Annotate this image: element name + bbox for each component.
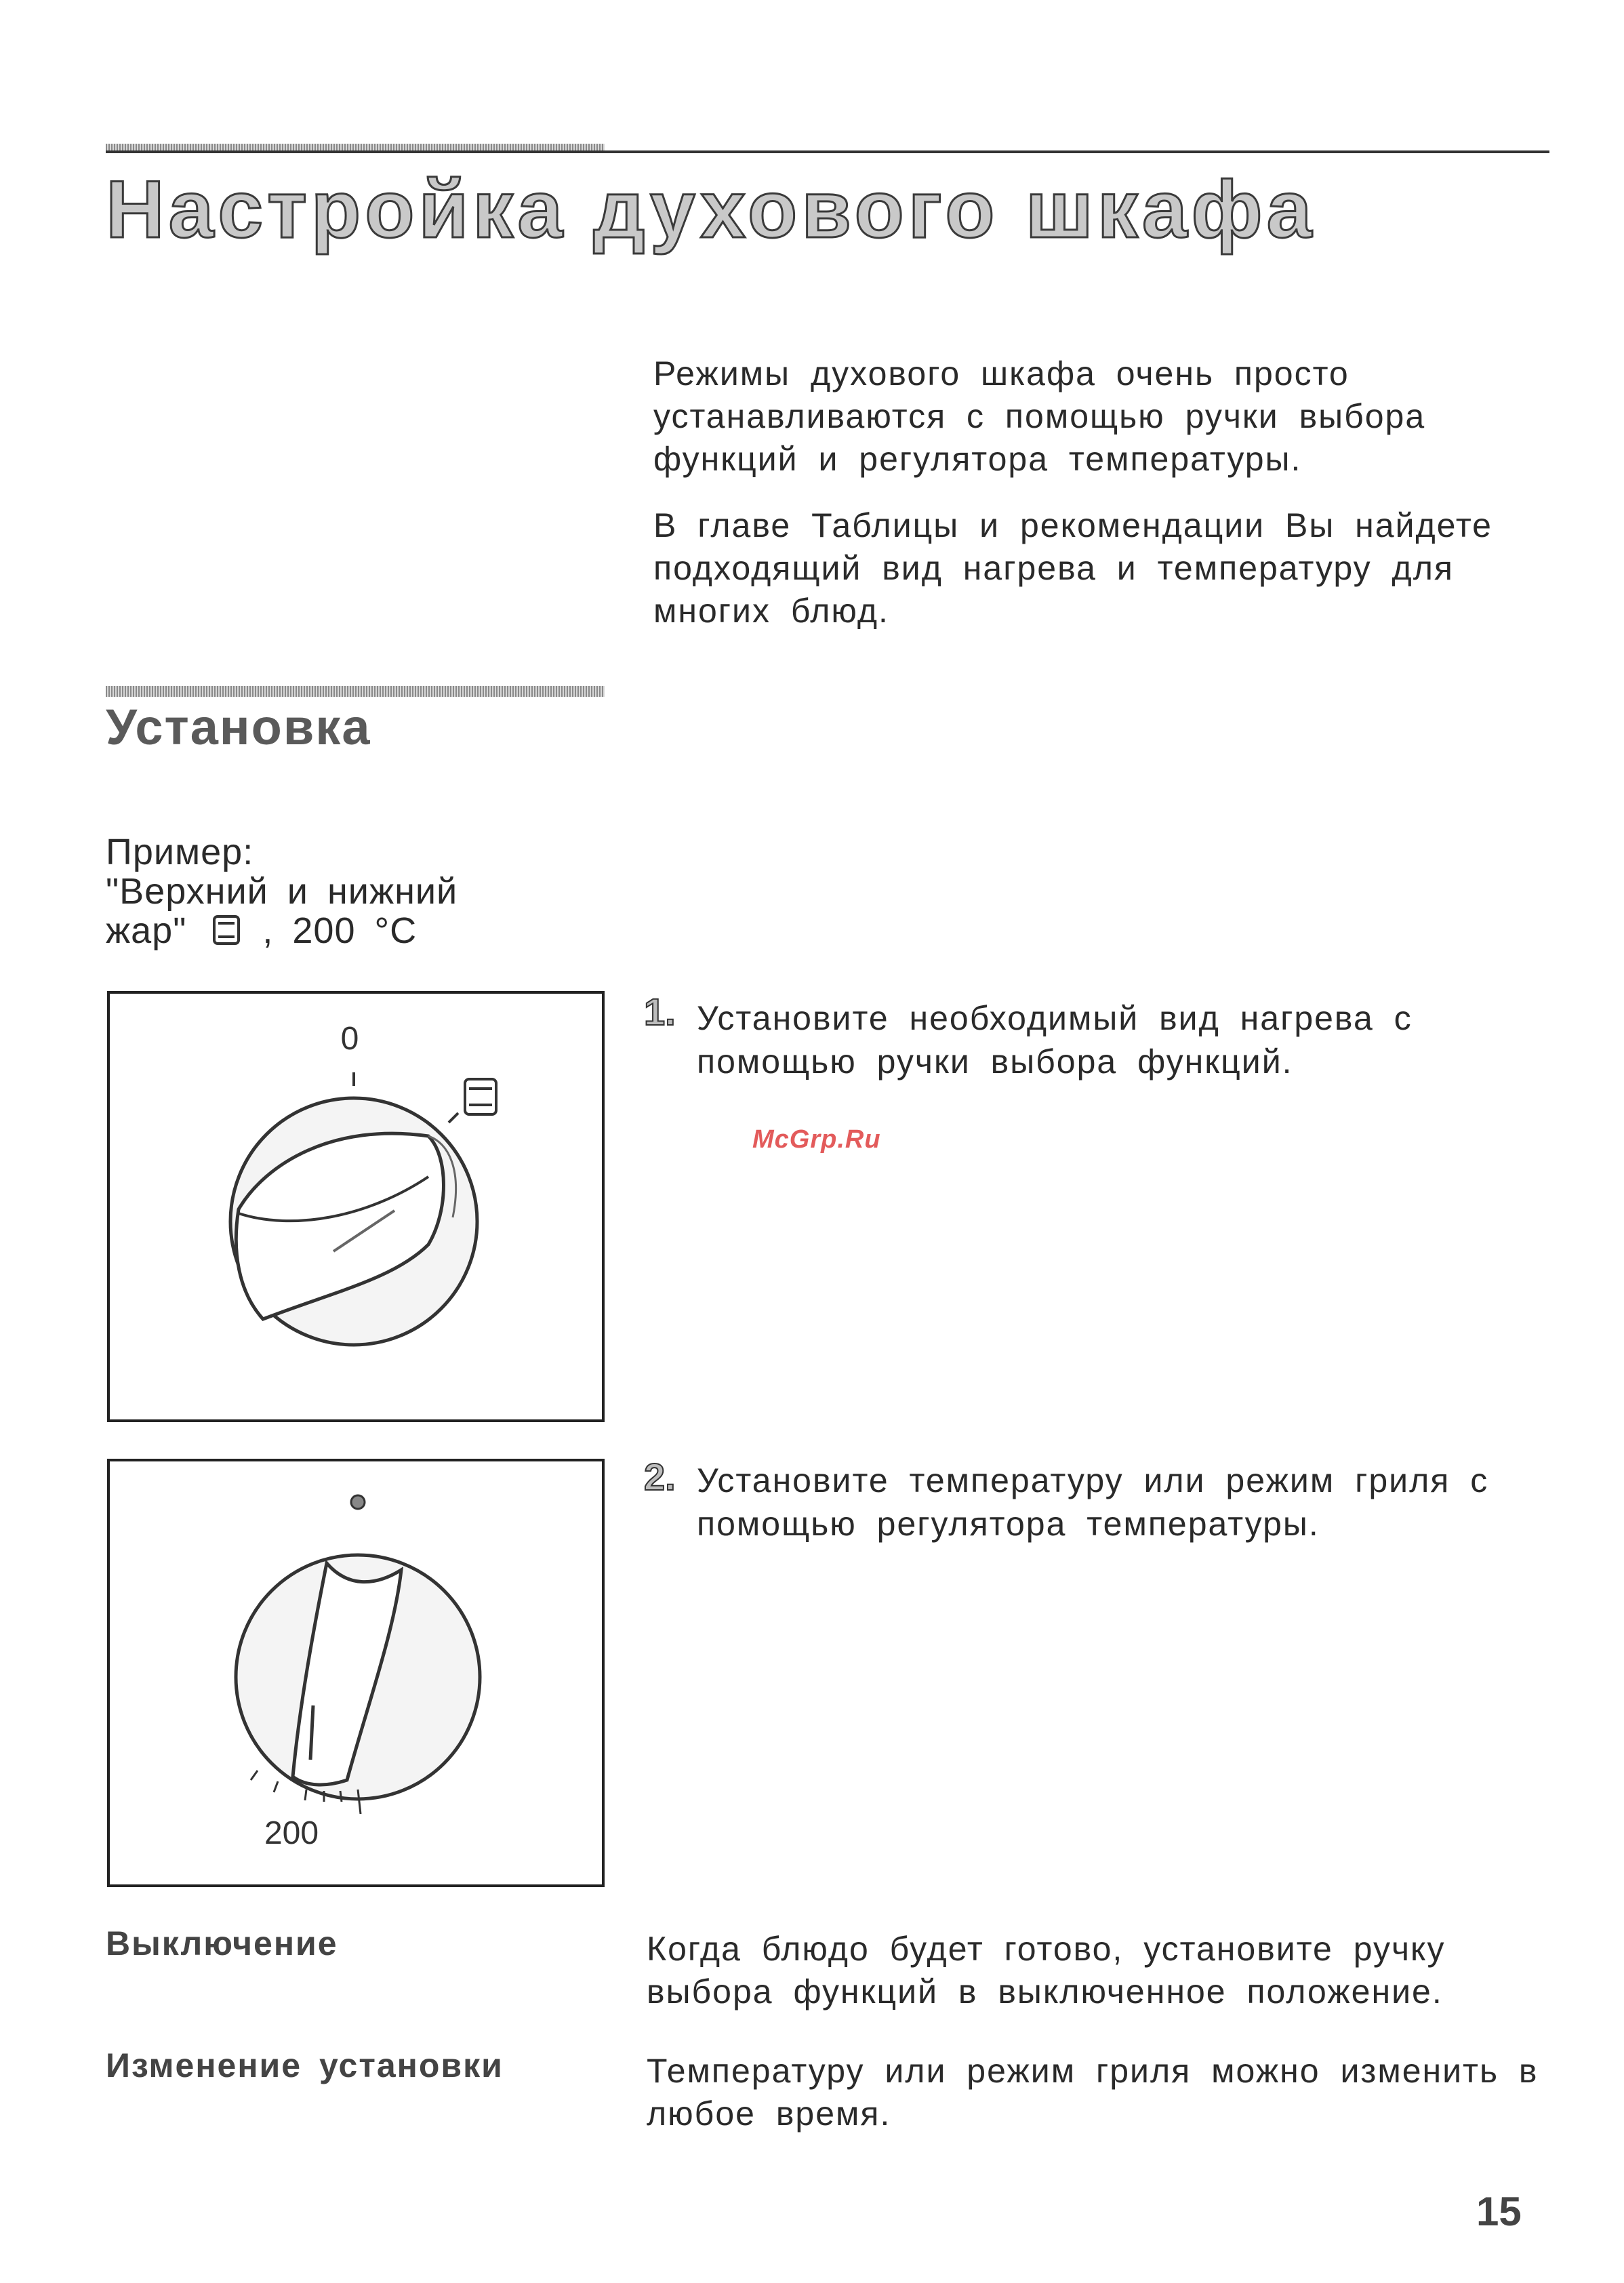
top-bottom-heat-icon <box>212 914 241 946</box>
example-line-2: "Верхний и нижний <box>106 871 458 912</box>
step-2-text: Установите температуру или режим гриля с помощью регулятора температуры. <box>697 1461 1489 1543</box>
intro-paragraph-1: Режимы духового шкафа очень просто устанавливаются с помощью ручки выбора функций и регулятора температуры. <box>653 355 1426 478</box>
dial-function-icon <box>465 1079 496 1114</box>
temperature-dial-figure <box>107 1459 605 1887</box>
function-dial-illustration <box>110 994 602 1419</box>
page-title: Настройка духового шкафа <box>106 164 1316 255</box>
dial-temp-label: 200 <box>264 1815 319 1851</box>
example-line-3 <box>106 911 458 950</box>
example-block <box>106 832 458 950</box>
temperature-dial-illustration <box>110 1461 602 1884</box>
section-heading: Установка <box>106 699 371 755</box>
step-1-number: 1. <box>644 990 676 1033</box>
switch-off-text: Когда блюдо будет готово, установите ручку выбора функций в выключенное положение. <box>647 1930 1446 2011</box>
switch-off-heading: Выключение <box>106 1924 338 1962</box>
function-dial-figure <box>107 991 605 1422</box>
watermark-text: McGrp.Ru <box>752 1125 881 1154</box>
step-1-text: Установите необходимый вид нагрева с помощью ручки выбора функций. <box>697 999 1413 1080</box>
change-setting-heading: Изменение установки <box>106 2046 504 2084</box>
section-rule-hatched <box>106 686 605 697</box>
step-2-number: 2. <box>644 1455 676 1498</box>
intro-paragraph-2: В главе Таблицы и рекомендации Вы найдете подходящий вид нагрева и температуру для многих блюд. <box>653 506 1493 630</box>
top-rule-line <box>106 150 1549 153</box>
change-setting-text: Температуру или режим гриля можно изменить в любое время. <box>647 2052 1539 2133</box>
page-number: 15 <box>1476 2189 1522 2234</box>
position-dot-icon <box>351 1495 365 1509</box>
example-line-3-prefix: жар" <box>106 910 187 951</box>
dial-zero-label: 0 <box>340 1021 359 1057</box>
example-label: Пример: <box>106 832 254 872</box>
example-line-3-suffix: , 200 °C <box>262 910 418 951</box>
